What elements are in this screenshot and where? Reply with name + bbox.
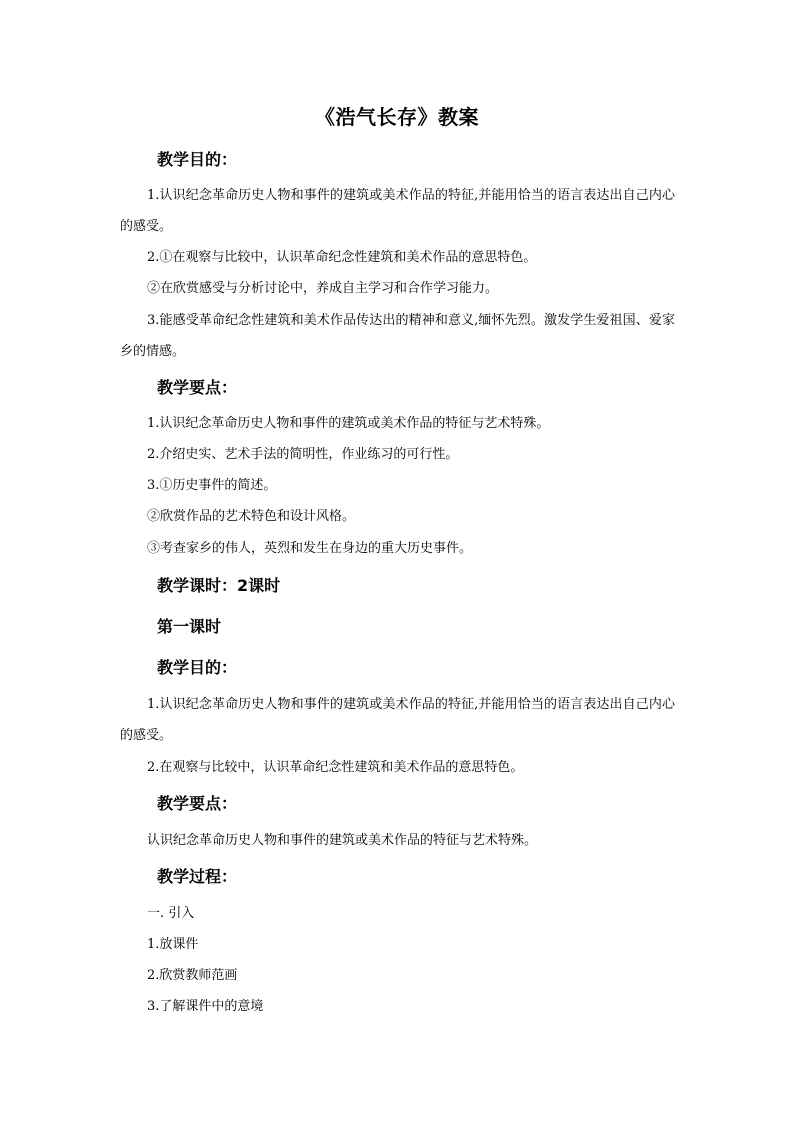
paragraph-process-1: 1.放课件 [147,937,199,952]
paragraph-process-2: 2.欣赏教师范画 [147,968,238,983]
heading-first-lesson: 第一课时 [157,617,222,636]
heading-teaching-goals: 教学目的： [157,150,238,169]
paragraph-goal-2: 2.①在观察与比较中，认识革命纪念性建筑和美术作品的意思特色。 [147,250,537,265]
heading-lesson-goals: 教学目的： [157,658,238,677]
heading-teaching-process: 教学过程： [157,867,238,886]
paragraph-key-1: 1.认识纪念革命历史人物和事件的建筑或美术作品的特征与艺术特殊。 [147,416,550,431]
paragraph-lesson-key-1: 认识纪念革命历史人物和事件的建筑或美术作品的特征与艺术特殊。 [147,833,538,848]
paragraph-goal-2b: ②在欣赏感受与分析讨论中，养成自主学习和合作学习能力。 [147,281,499,296]
heading-teaching-hours: 教学课时：2课时 [157,576,281,595]
paragraph-process-intro: 一. 引入 [147,906,195,921]
paragraph-goal-3: 3.能感受革命纪念性建筑和美术作品传达出的精神和意义,缅怀先烈。激发学生爱祖国、爱家乡的情感。 [120,313,675,359]
paragraph-key-2: 2.介绍史实、艺术手法的简明性，作业练习的可行性。 [147,447,459,462]
heading-lesson-key-points: 教学要点： [157,794,238,813]
paragraph-key-3c: ③考查家乡的伟人，英烈和发生在身边的重大历史事件。 [147,541,473,556]
document-title: 《浩气长存》教案 [315,105,479,129]
paragraph-goal-1: 1.认识纪念革命历史人物和事件的建筑或美术作品的特征,并能用恰当的语言表达出自己内心的感受。 [120,188,675,234]
paragraph-key-3b: ②欣赏作品的艺术特色和设计风格。 [147,509,356,524]
paragraph-key-3: 3.①历史事件的简述。 [147,478,277,493]
heading-key-points: 教学要点： [157,378,238,397]
paragraph-process-3: 3.了解课件中的意境 [147,999,264,1014]
paragraph-lesson-goal-1: 1.认识纪念革命历史人物和事件的建筑或美术作品的特征,并能用恰当的语言表达出自己内心的感受。 [120,697,675,743]
paragraph-lesson-goal-2: 2.在观察与比较中，认识革命纪念性建筑和美术作品的意思特色。 [147,760,524,775]
